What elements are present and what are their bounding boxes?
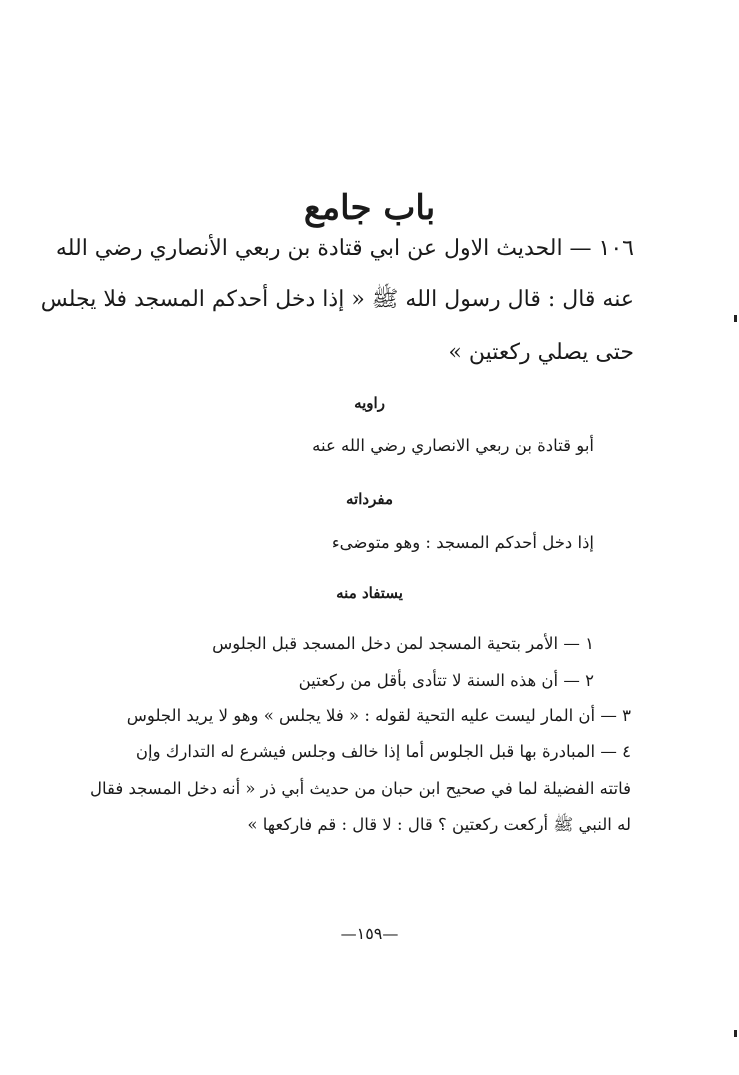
- hadith-line-3: حتى يصلي ركعتين »: [448, 340, 634, 365]
- hadith-line-2: عنه قال : قال رسول الله ﷺ « إذا دخل أحدكم المسجد فلا يجلس: [40, 287, 634, 312]
- benefit-line-4: ٤ — المبادرة بها قبل الجلوس أما إذا خالف وجلس فيشرع له التدارك وإن: [135, 742, 631, 761]
- benefit-line-6: له النبي ﷺ أركعت ركعتين ؟ قال : لا قال : قم فاركعها »: [247, 815, 631, 834]
- narrator-text: أبو قتادة بن ربعي الانصاري رضي الله عنه: [312, 436, 594, 455]
- benefit-line-3: ٣ — أن المار ليست عليه التحية لقوله : « فلا يجلس » وهو لا يريد الجلوس: [126, 706, 631, 725]
- vocabulary-text: إذا دخل أحدكم المسجد : وهو متوضىء: [331, 533, 594, 552]
- vocabulary-heading: مفرداته: [346, 490, 393, 508]
- scan-edge-mark: [734, 1030, 737, 1037]
- page-number: —١٥٩—: [340, 924, 399, 943]
- hadith-line-1: ١٠٦ — الحديث الاول عن ابي قتادة بن ربعي الأنصاري رضي الله: [55, 236, 634, 261]
- scan-edge-mark: [734, 315, 737, 322]
- benefits-heading: يستفاد منه: [336, 584, 403, 602]
- benefit-line-5: فاتته الفضيلة لما في صحيح ابن حبان من حديث أبي ذر « أنه دخل المسجد فقال: [89, 779, 631, 798]
- chapter-title: باب جامع: [303, 188, 436, 228]
- benefit-line-2: ٢ — أن هذه السنة لا تتأدى بأقل من ركعتين: [298, 671, 594, 690]
- benefit-line-1: ١ — الأمر بتحية المسجد لمن دخل المسجد قبل الجلوس: [212, 634, 594, 653]
- narrator-heading: راويه: [354, 394, 385, 412]
